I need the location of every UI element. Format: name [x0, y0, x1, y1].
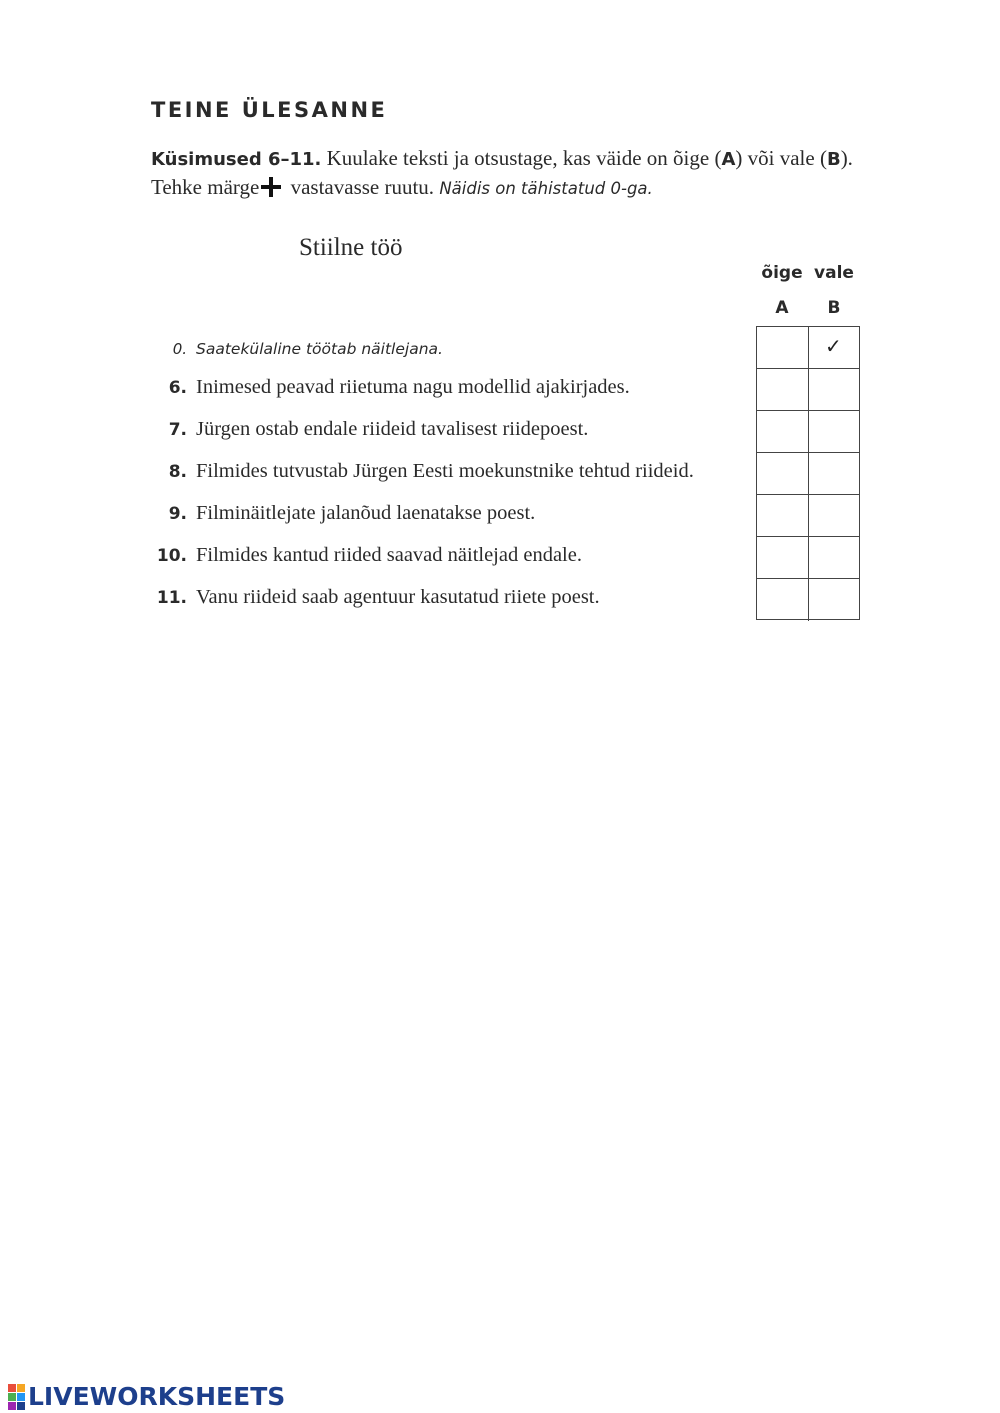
answer-cell-a	[757, 327, 809, 369]
column-b-label: vale	[814, 263, 854, 283]
statement-number: 9.	[168, 504, 187, 524]
statement-text: Inimesed peavad riietuma nagu modellid ajakirjades.	[196, 376, 630, 398]
column-a-letter: A	[775, 298, 789, 318]
column-b-letter: B	[827, 298, 841, 318]
logo-square	[8, 1393, 16, 1401]
answer-cell-a[interactable]	[757, 453, 809, 495]
answer-grid	[756, 326, 860, 620]
instructions-line-2: Tehke märge vastavasse ruutu. Näidis on tähistatud 0-ga.	[151, 175, 653, 199]
column-a-label: õige	[761, 263, 803, 283]
answer-cell-a[interactable]	[757, 495, 809, 537]
statement-text: Filmides tutvustab Jürgen Eesti moekunstnike tehtud riideid.	[196, 460, 694, 482]
statement-number: 10.	[156, 546, 187, 566]
answer-cell-a[interactable]	[757, 411, 809, 453]
check-icon: ✓	[825, 334, 842, 358]
statement-text: Filminäitlejate jalanõud laenatakse poest.	[196, 502, 536, 524]
statement-number: 11.	[156, 588, 187, 608]
answer-cell-b[interactable]	[809, 411, 859, 453]
answer-cell-b[interactable]	[809, 495, 859, 537]
plus-icon	[261, 177, 281, 197]
answer-cell-b[interactable]	[809, 453, 859, 495]
statement-text: Jürgen ostab endale riideid tavalisest riidepoest.	[196, 418, 589, 440]
logo-icon	[8, 1384, 25, 1410]
answer-cell-b[interactable]	[809, 537, 859, 579]
instructions-line-1: Küsimused 6–11. Kuulake teksti ja otsustage, kas väide on õige (A) või vale (B).	[151, 146, 853, 170]
logo-square	[8, 1384, 16, 1392]
text-title: Stiilne töö	[299, 234, 403, 261]
logo-square	[17, 1384, 25, 1392]
liveworksheets-logo[interactable]	[8, 1382, 285, 1411]
section-heading: TEINE ÜLESANNE	[151, 98, 388, 122]
answer-cell-b	[809, 327, 859, 369]
statement-number: 6.	[168, 378, 187, 398]
answer-cell-a[interactable]	[757, 537, 809, 579]
answer-cell-a[interactable]	[757, 369, 809, 411]
answer-cell-a[interactable]	[757, 579, 809, 621]
instructions-label: Küsimused 6–11.	[151, 149, 322, 170]
logo-square	[17, 1393, 25, 1401]
statement-text: Saatekülaline töötab näitlejana.	[196, 340, 443, 358]
logo-square	[8, 1402, 16, 1410]
statement-text: Filmides kantud riided saavad näitlejad endale.	[196, 544, 582, 566]
logo-text: LIVEWORKSHEETS	[28, 1382, 286, 1411]
statement-text: Vanu riideid saab agentuur kasutatud riiete poest.	[196, 586, 600, 608]
statement-number: 0.	[172, 340, 187, 358]
answer-cell-b[interactable]	[809, 369, 859, 411]
answer-cell-b[interactable]	[809, 579, 859, 621]
logo-square	[17, 1402, 25, 1410]
statement-number: 7.	[168, 420, 187, 440]
statement-number: 8.	[168, 462, 187, 482]
